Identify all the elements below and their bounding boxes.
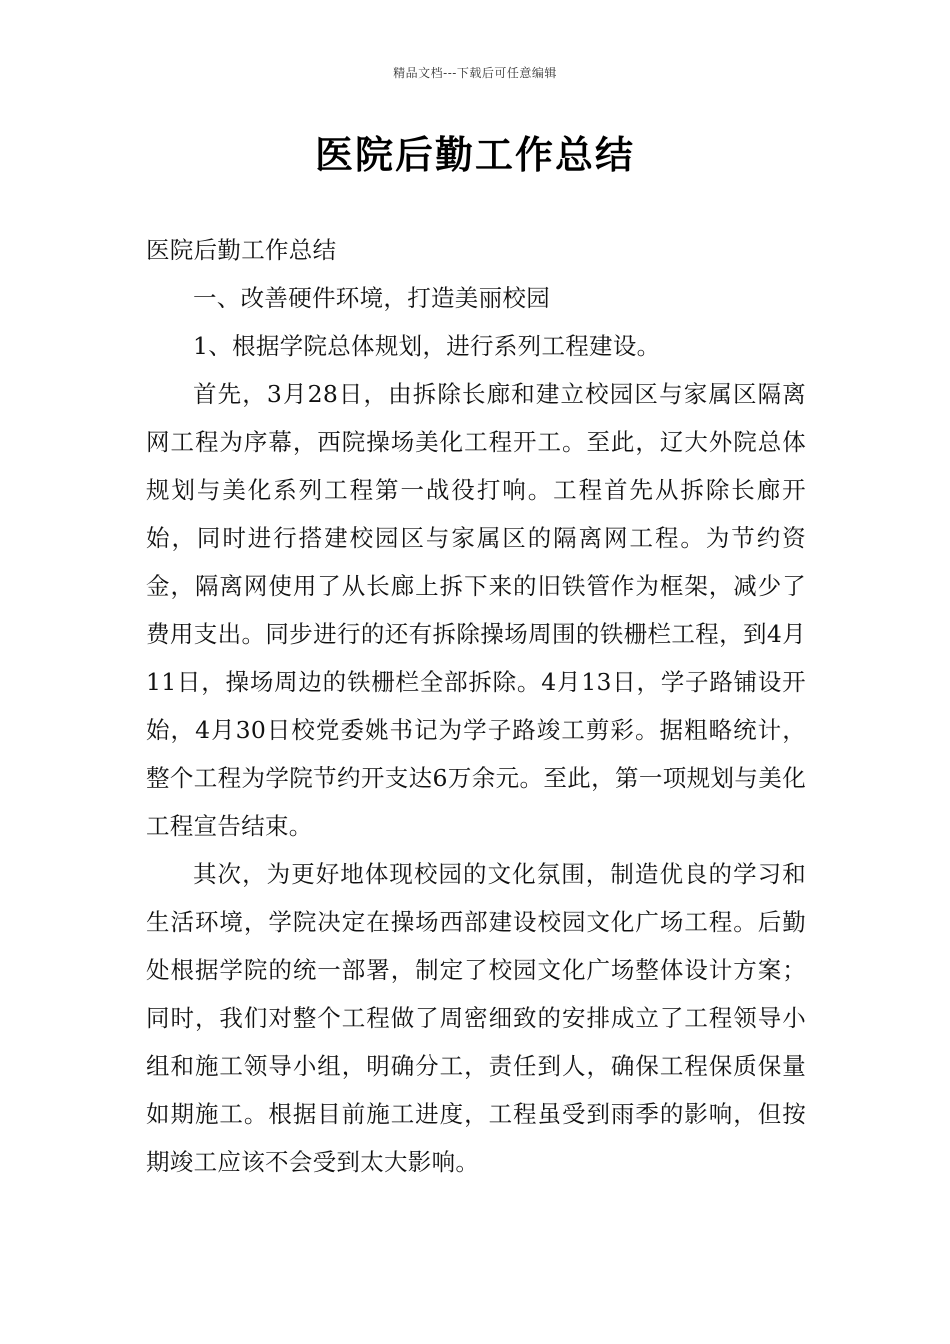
document-title: 医院后勤工作总结 bbox=[314, 133, 635, 177]
body-paragraph: 首先，3月28日，由拆除长廊和建立校园区与家属区隔离网工程为序幕，西院操场美化工程开工。至此，辽大外院总体规划与美化系列工程第一战役打响。工程首先从拆除长廊开始，同时进行搭建校园区与家属区的隔离网工程。为节约资金，隔离网使用了从长廊上拆下来的旧铁管作为框架，减少了费用支出。同步进行的还有拆除操场周围的铁栅栏工程，到4月11日，操场周边的铁栅栏全部拆除。4月13日，学子路铺设开始，4月30日校党委姚书记为学子路竣工剪彩。据粗略统计，整个工程为学院节约开支达6万余元。至此，第一项规划与美化工程宣告结束。 bbox=[146, 380, 806, 840]
document-body bbox=[146, 226, 806, 1186]
section-heading: 一、改善硬件环境，打造美丽校园 bbox=[193, 284, 550, 312]
body-paragraph: 其次，为更好地体现校园的文化氛围，制造优良的学习和生活环境，学院决定在操场西部建设校园文化广场工程。后勤处根据学院的统一部署，制定了校园文化广场整体设计方案；同时，我们对整个工程做了周密细致的安排成立了工程领导小组和施工领导小组，明确分工，责任到人，确保工程保质保量如期施工。根据目前施工进度，工程虽受到雨季的影响，但按期竣工应该不会受到太大影响。 bbox=[146, 860, 806, 1176]
document-subtitle: 医院后勤工作总结 bbox=[146, 236, 337, 264]
item-heading: 1、根据学院总体规划，进行系列工程建设。 bbox=[193, 332, 661, 360]
page-header-watermark: 精品文档---下载后可任意编辑 bbox=[393, 66, 557, 80]
